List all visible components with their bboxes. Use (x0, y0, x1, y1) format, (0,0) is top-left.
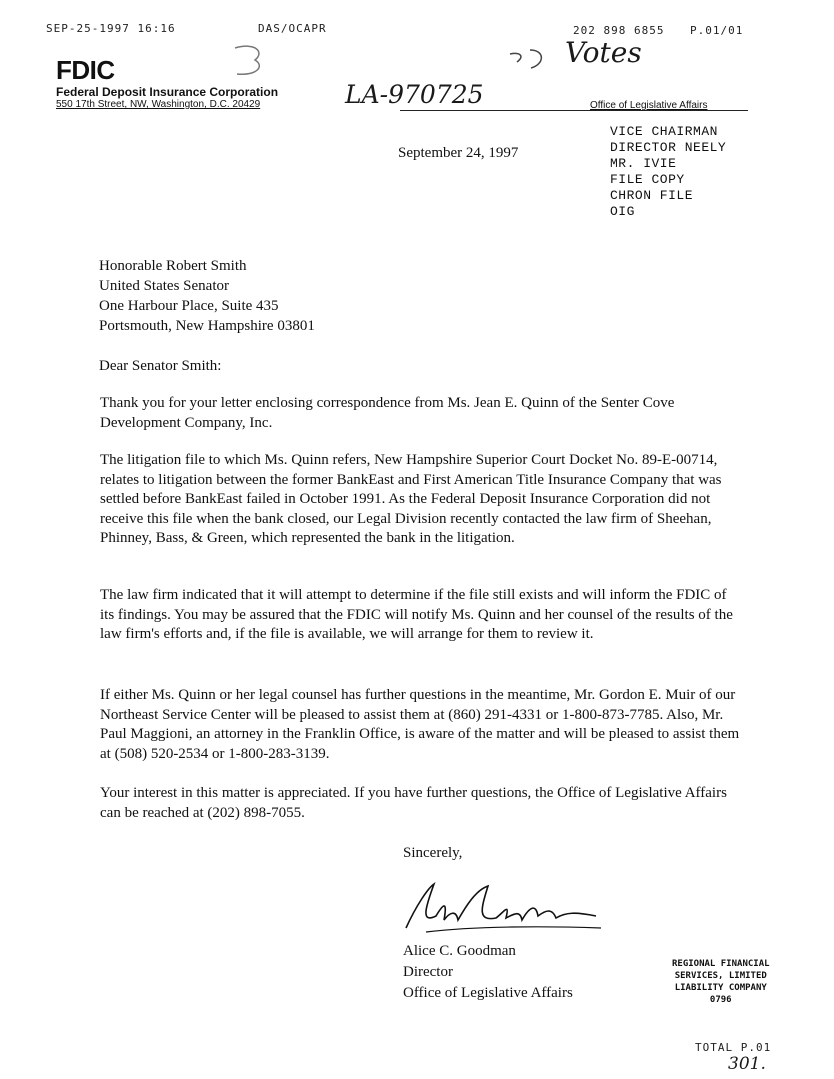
letter-date: September 24, 1997 (398, 145, 519, 161)
distribution-item: OIG (610, 204, 635, 219)
paragraph: Your interest in this matter is appreciated. If you have further questions, the Office of Legislative Affairs can be reached at (202) 898-7055. (100, 785, 727, 821)
closing: Sincerely, (403, 845, 463, 861)
scribble-mark-2 (505, 44, 555, 74)
stamp-line: SERVICES, LIMITED (674, 971, 767, 981)
paragraph: The law firm indicated that it will attempt to determine if the file still exists and will inform the FDIC of its findings. You may be assured that the FDIC will notify Ms. Quinn and her counsel of the results of the law firm's efforts and, if the file is available, we will arrange for them to review it. (100, 587, 733, 642)
distribution-item: VICE CHAIRMAN (610, 124, 718, 139)
paragraph: Thank you for your letter enclosing correspondence from Ms. Jean E. Quinn of the Senter Cove Development Company, Inc. (100, 395, 675, 431)
fax-total: TOTAL P.01 (695, 1041, 772, 1054)
company-stamp (672, 958, 770, 1006)
handwritten-note: Votes (565, 36, 642, 69)
distribution-item: DIRECTOR NEELY (610, 140, 727, 155)
office-name: Office of Legislative Affairs (590, 100, 708, 111)
salutation: Dear Senator Smith: (99, 358, 222, 374)
stamp-line: 0796 (709, 995, 732, 1005)
paragraph: The litigation file to which Ms. Quinn refers, New Hampshire Superior Court Docket No. 89-E-00714, relates to litigation between the former BankEast and First American Title Insurance Company that was settled before BankEast failed in October 1991. As the Federal Deposit Insurance Corporation did not receive this file when the bank closed, our Legal Division recently contacted the law firm of Sheehan, Phinney, Bass, & Green, which represented the bank in the litigation. (100, 452, 722, 546)
stamp-line: REGIONAL FINANCIAL (672, 959, 770, 969)
corp-address: 550 17th Street, NW, Washington, D.C. 20429 (56, 99, 261, 110)
fdic-logo: FDIC (56, 55, 115, 85)
distribution-item: CHRON FILE (610, 188, 694, 203)
recipient-line: Honorable Robert Smith (99, 258, 247, 274)
scribble-mark (225, 40, 275, 80)
signatory-office: Office of Legislative Affairs (403, 985, 573, 1001)
fax-phone: 202 898 6855 (573, 24, 665, 37)
recipient-line: One Harbour Place, Suite 435 (99, 298, 279, 314)
stamp-line: LIABILITY COMPANY (674, 983, 767, 993)
corp-name: Federal Deposit Insurance Corporation (56, 85, 279, 99)
fax-sender: DAS/OCAPR (258, 22, 327, 35)
handwritten-page-number: 301. (728, 1054, 766, 1074)
signatory-name: Alice C. Goodman (403, 943, 516, 959)
signatory-title: Director (403, 964, 453, 980)
distribution-item: MR. IVIE (610, 156, 677, 171)
recipient-line: Portsmouth, New Hampshire 03801 (99, 318, 315, 334)
distribution-item: FILE COPY (610, 172, 685, 187)
paragraph: If either Ms. Quinn or her legal counsel has further questions in the meantime, Mr. Gordon E. Muir of our Northeast Service Center will be pleased to assist them at (860) 291-4331 or 1-800-873-7785. Also, Mr. Paul Maggioni, an attorney in the Franklin Office, is aware of the matter and will be pleased to assist them at (508) 520-2534 or 1-800-283-3139. (100, 687, 740, 762)
signature-image (396, 876, 606, 946)
handwritten-ref-number: LA-970725 (345, 80, 484, 109)
distribution-list (610, 124, 726, 220)
recipient-line: United States Senator (99, 278, 229, 294)
fax-datetime: SEP-25-1997 16:16 (46, 22, 176, 35)
fax-page: P.01/01 (690, 24, 744, 37)
signature-block (403, 941, 573, 1004)
recipient-address (99, 256, 315, 336)
